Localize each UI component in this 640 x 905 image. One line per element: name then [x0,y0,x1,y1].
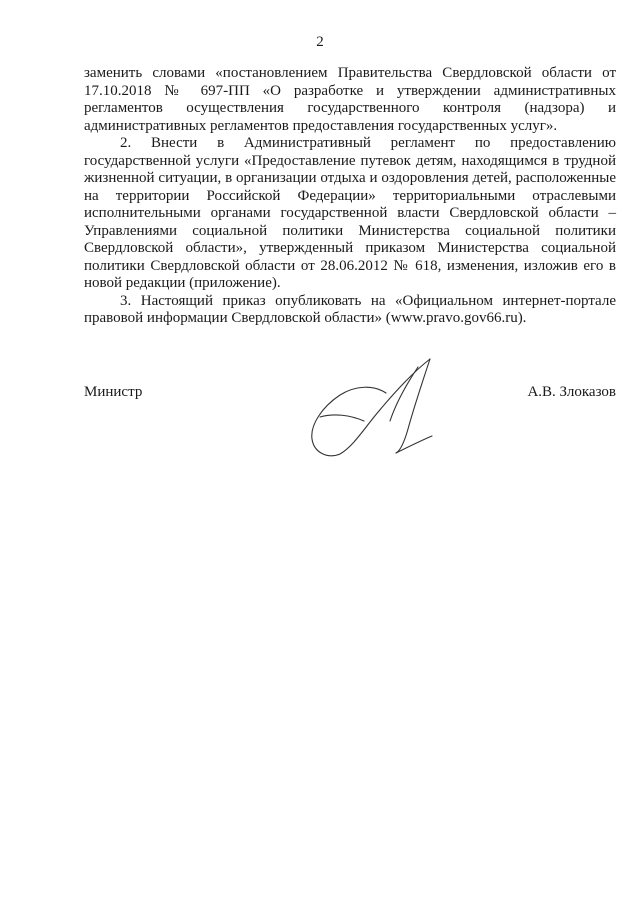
signatory-name: А.В. Злоказов [527,384,616,400]
handwritten-signature [300,355,445,460]
paragraph-item-2: 2. Внести в Административный регламент по предоставлению государственной услуги «Предоставление путевок детям, находящимся в трудной жизненной ситуации, в организации отдыха и оздоровления детей, расположенные на территории Российской Федерации» территориальными отраслевыми исполнительными органами государственной власти Свердловской области – Управлениями социальной политики Министерства социальной политики Свердловской области», утвержденный приказом Министерства социальной политики Свердловской области от 28.06.2012 № 618, изменения, изложив его в новой редакции (приложение). [84,135,616,291]
signatory-title: Министр [84,384,143,400]
paragraph-continuation: заменить словами «постановлением Правительства Свердловской области от 17.10.2018 № 697-ПП «О разработке и утверждении административных регламентов осуществления государственного контроля (надзора) и административных регламентов предоставления государственных услуг». [84,65,616,134]
page-number: 2 [316,34,324,50]
paragraph-item-3: 3. Настоящий приказ опубликовать на «Официальном интернет-портале правовой информации Свердловской области» (www.pravo.gov66.ru). [84,292,616,326]
document-body [84,65,616,328]
